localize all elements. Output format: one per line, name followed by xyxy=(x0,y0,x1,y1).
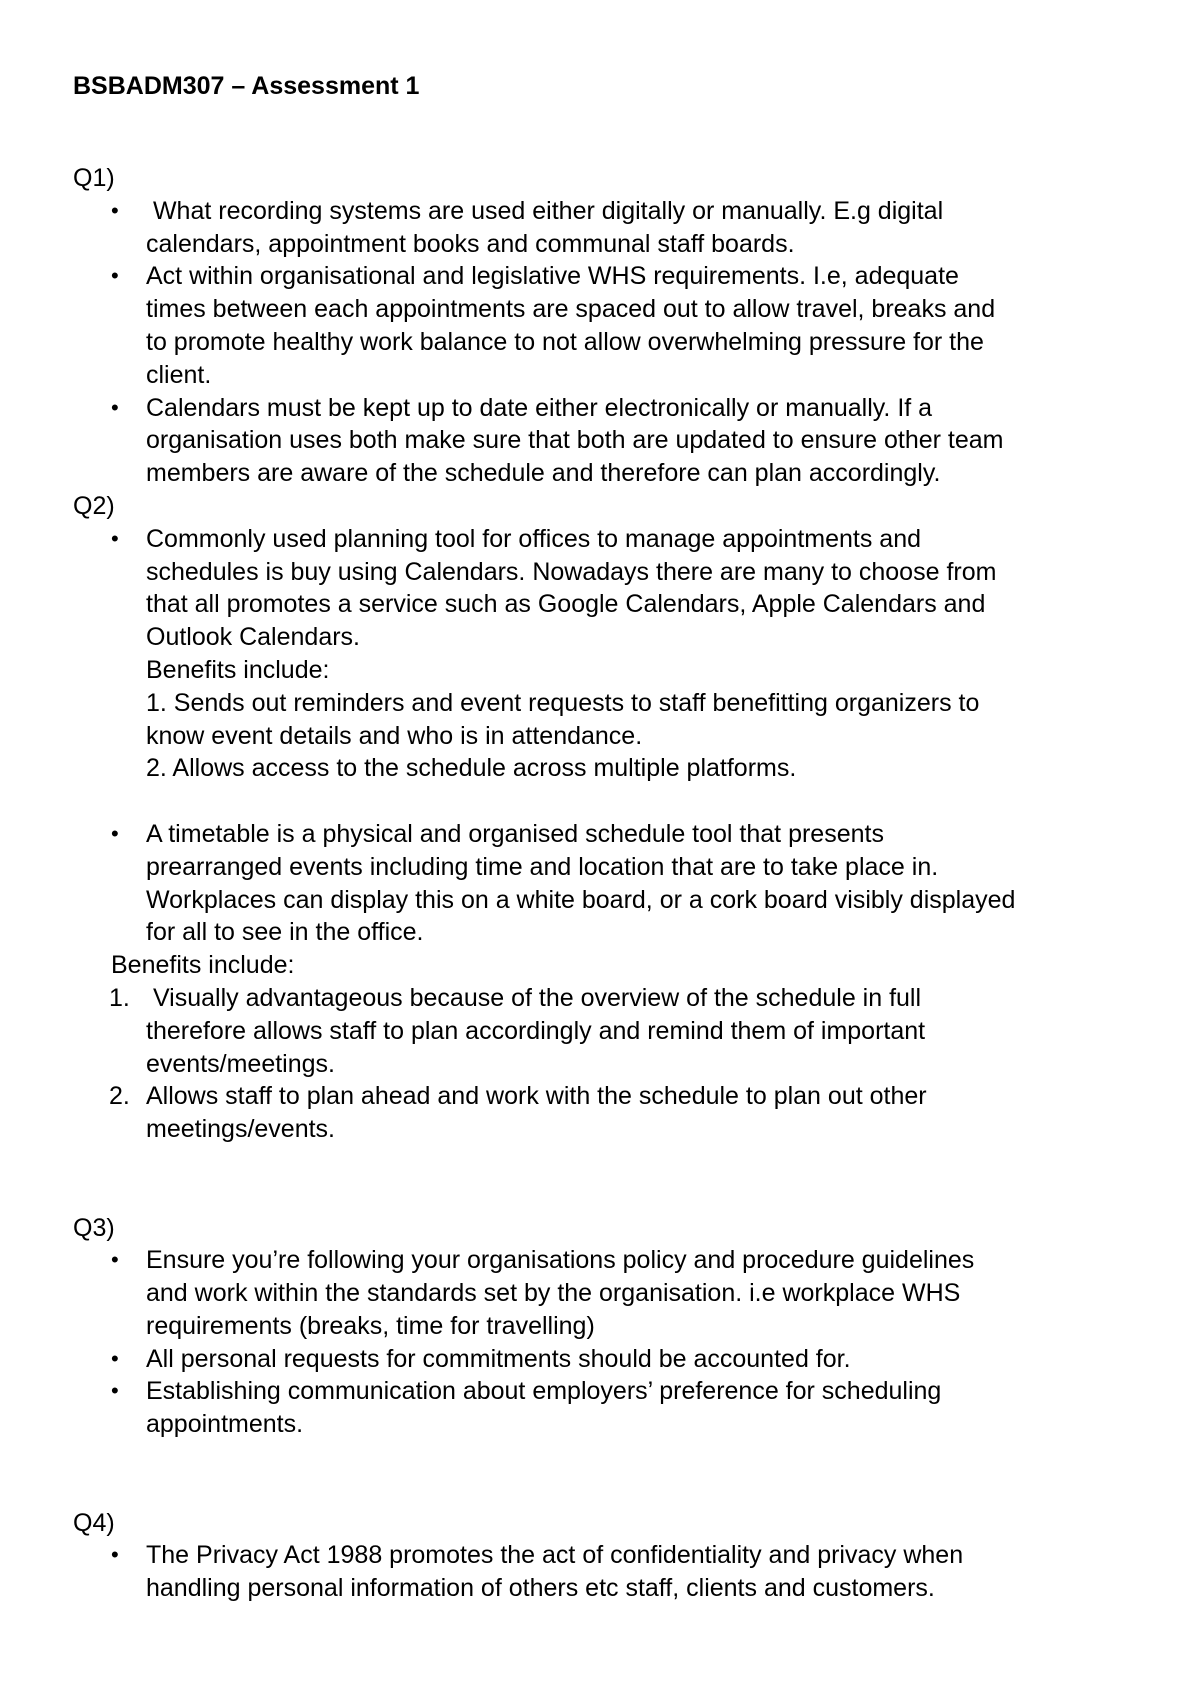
q3-bullet-3 xyxy=(111,1375,1143,1441)
list-number: 2. xyxy=(109,1082,130,1111)
text-line: appointments. xyxy=(146,1410,304,1439)
text-line: to promote healthy work balance to not allow overwhelming pressure for the xyxy=(146,327,984,356)
text-line: know event details and who is in attendance. xyxy=(146,721,643,750)
blank-line xyxy=(73,785,1143,818)
bullet-icon: • xyxy=(111,1542,119,1568)
text-line: meetings/events. xyxy=(146,1115,335,1144)
blank-space xyxy=(73,1441,1143,1507)
q2-bullet-list xyxy=(73,523,1143,785)
text-line: events/meetings. xyxy=(146,1049,335,1078)
text-line: What recording systems are used either digitally or manually. E.g digital xyxy=(146,196,944,225)
text-line: calendars, appointment books and communal staff boards. xyxy=(146,229,795,258)
blank-space xyxy=(73,1146,1143,1212)
bullet-icon: • xyxy=(111,263,119,289)
q2-bullet-2 xyxy=(111,818,1143,949)
text-line: Allows staff to plan ahead and work with the schedule to plan out other xyxy=(146,1082,927,1111)
text-line: The Privacy Act 1988 promotes the act of confidentiality and privacy when xyxy=(146,1541,964,1570)
text-line: prearranged events including time and location that are to take place in. xyxy=(146,852,939,881)
q2-numbered-item-1 xyxy=(109,982,1143,1080)
q3-bullet-1 xyxy=(111,1244,1143,1342)
text-line: client. xyxy=(146,360,212,389)
document-title: BSBADM307 – Assessment 1 xyxy=(73,72,420,100)
q2-bullet-1 xyxy=(111,523,1143,785)
text-line: that all promotes a service such as Google Calendars, Apple Calendars and xyxy=(146,590,986,619)
bullet-icon: • xyxy=(111,394,119,420)
bullet-icon: • xyxy=(111,1247,119,1273)
document-page xyxy=(73,70,1143,1605)
text-line: 2. Allows access to the schedule across multiple platforms. xyxy=(146,754,797,783)
q1-bullet-1 xyxy=(111,195,1143,261)
bullet-icon: • xyxy=(111,197,119,223)
text-line: requirements (breaks, time for travelling) xyxy=(146,1311,595,1340)
q1-bullet-list xyxy=(73,195,1143,490)
q4-label: Q4) xyxy=(73,1508,115,1537)
q3-label: Q3) xyxy=(73,1213,115,1242)
text-line: handling personal information of others etc staff, clients and customers. xyxy=(146,1574,935,1603)
q1-bullet-2 xyxy=(111,260,1143,391)
text-line: 1. Sends out reminders and event requests to staff benefitting organizers to xyxy=(146,688,980,717)
q4-bullet-1 xyxy=(111,1539,1143,1605)
bullet-icon: • xyxy=(111,1345,119,1371)
q4-bullet-list xyxy=(73,1539,1143,1605)
text-line: organisation uses both make sure that both are updated to ensure other team xyxy=(146,426,1004,455)
text-line: times between each appointments are spaced out to allow travel, breaks and xyxy=(146,295,996,324)
list-number: 1. xyxy=(109,983,130,1012)
q2-label: Q2) xyxy=(73,491,115,520)
text-line: Visually advantageous because of the overview of the schedule in full xyxy=(146,983,922,1012)
q2-benefits-label: Benefits include: xyxy=(111,951,295,980)
q3-bullet-2 xyxy=(111,1343,1143,1376)
q2-bullet-list-2 xyxy=(73,818,1143,949)
q1-label: Q1) xyxy=(73,164,115,192)
text-line: therefore allows staff to plan accordingly and remind them of important xyxy=(146,1016,926,1045)
text-line: Workplaces can display this on a white board, or a cork board visibly displayed xyxy=(146,885,1016,914)
text-line: schedules is buy using Calendars. Nowadays there are many to choose from xyxy=(146,557,997,586)
bullet-icon: • xyxy=(111,525,119,551)
text-line: Act within organisational and legislative WHS requirements. I.e, adequate xyxy=(146,262,959,291)
text-line: Ensure you’re following your organisations policy and procedure guidelines xyxy=(146,1246,975,1275)
q2-numbered-item-2 xyxy=(109,1080,1143,1146)
q3-bullet-list xyxy=(73,1244,1143,1441)
bullet-icon: • xyxy=(111,1378,119,1404)
text-line: members are aware of the schedule and therefore can plan accordingly. xyxy=(146,459,941,488)
text-line: Benefits include: xyxy=(146,655,330,684)
text-line: Outlook Calendars. xyxy=(146,623,361,652)
text-line: All personal requests for commitments should be accounted for. xyxy=(146,1344,851,1373)
text-line: Calendars must be kept up to date either electronically or manually. If a xyxy=(146,393,933,422)
text-line: A timetable is a physical and organised schedule tool that presents xyxy=(146,819,884,848)
bullet-icon: • xyxy=(111,820,119,846)
q2-numbered-list xyxy=(73,982,1143,1146)
q1-bullet-3 xyxy=(111,392,1143,490)
text-line: Commonly used planning tool for offices to manage appointments and xyxy=(146,524,922,553)
text-line: and work within the standards set by the organisation. i.e workplace WHS xyxy=(146,1279,961,1308)
text-line: Establishing communication about employers’ preference for scheduling xyxy=(146,1377,942,1406)
text-line: for all to see in the office. xyxy=(146,918,424,947)
